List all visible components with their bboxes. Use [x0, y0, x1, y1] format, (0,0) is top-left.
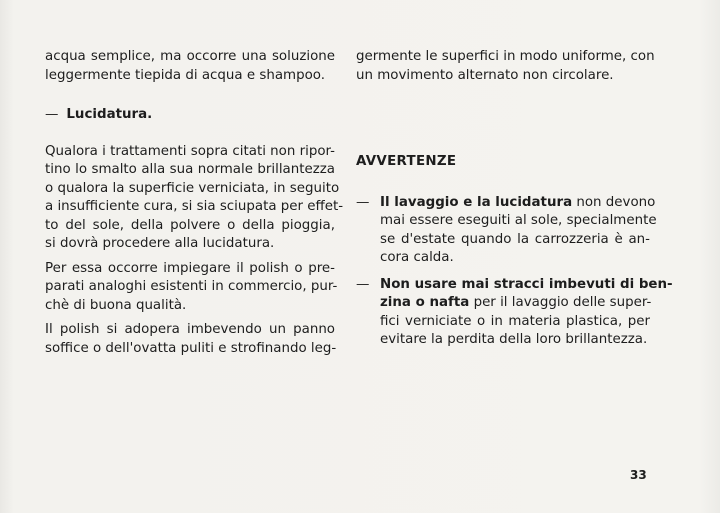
text-line: fici verniciate o in materia plastica, per — [380, 313, 650, 329]
text-line: si dovrà procedere alla lucidatura. — [45, 236, 275, 251]
warning-item — [356, 194, 657, 268]
bold-text: Il lavaggio e la lucidatura — [380, 194, 573, 210]
right-column — [356, 48, 673, 350]
section-title: AVVERTENZE — [356, 154, 457, 169]
text-line: Qualora i trattamenti sopra citati non ripor- — [45, 143, 335, 159]
left-column — [45, 48, 344, 358]
bold-text-line: Non usare mai stracci imbevuti di ben- — [380, 276, 673, 292]
paragraph — [45, 143, 344, 254]
text-span: non devono — [572, 194, 656, 210]
text-line: Il polish si adopera imbevendo un panno — [45, 322, 335, 337]
text-line: tino lo smalto alla sua normale brillantezza — [45, 162, 335, 177]
text-line: acqua semplice, ma occorre una soluzione — [45, 49, 335, 64]
text-span: per il lavaggio delle super- — [469, 295, 652, 310]
paragraph — [45, 260, 338, 316]
warning-item — [356, 276, 673, 350]
bold-text: zina o nafta — [380, 295, 470, 310]
text-line: parati analoghi esistenti in commercio, pur- — [45, 279, 338, 294]
dash: — — [356, 276, 370, 292]
text-line — [380, 194, 656, 213]
text-line: chè di buona qualità. — [45, 297, 187, 313]
text-line: leggermente tiepida di acqua e shampoo. — [45, 67, 325, 83]
text-line: soffice o dell'ovatta puliti e strofinando leg- — [45, 340, 337, 356]
subheading-text: Lucidatura. — [66, 107, 153, 122]
dash: — — [356, 194, 370, 210]
subheading-lucidatura — [45, 106, 335, 125]
text-line: se d'estate quando la carrozzeria è an- — [380, 231, 650, 247]
paragraph — [45, 321, 335, 358]
text-line — [380, 294, 650, 313]
text-line: a insufficiente cura, si sia sciupata per effet- — [45, 199, 344, 214]
text-line: Per essa occorre impiegare il polish o pre- — [45, 260, 335, 276]
page-number: 33 — [630, 468, 647, 482]
text-line: o qualora la superficie verniciata, in seguito — [45, 180, 340, 196]
text-line: germente le superfici in modo uniforme, con — [356, 49, 655, 64]
text-line: evitare la perdita della loro brillantezza. — [380, 332, 648, 347]
text-line: mai essere eseguiti al sole, specialmente — [380, 213, 657, 228]
dash: — — [45, 107, 59, 122]
text-line: cora calda. — [380, 250, 454, 265]
text-line: un movimento alternato non circolare. — [356, 67, 614, 83]
text-line: to del sole, della polvere o della pioggia, — [45, 217, 335, 233]
